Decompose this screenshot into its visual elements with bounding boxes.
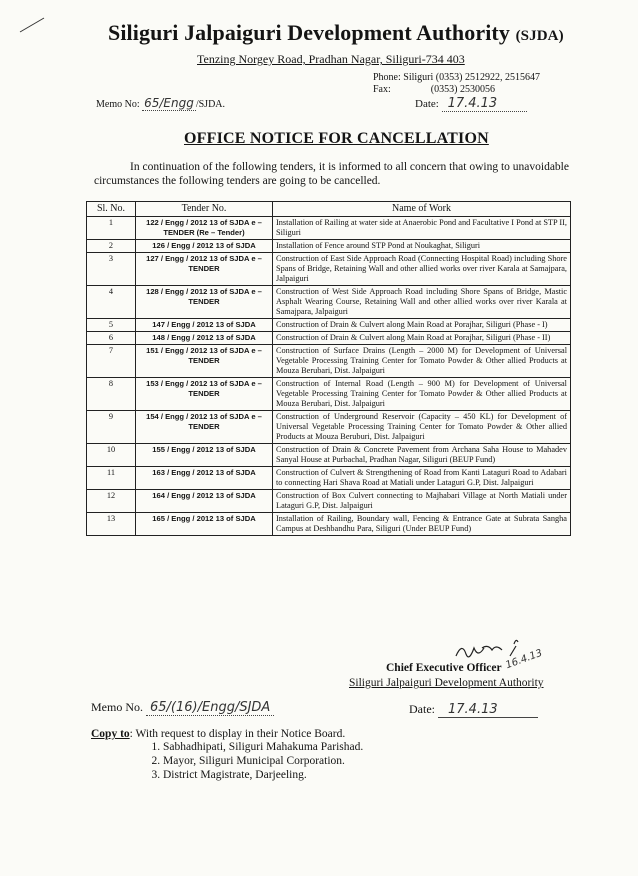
table-row: [87, 467, 571, 490]
cell-sl: 9: [87, 411, 136, 444]
header-tender: Tender No.: [136, 202, 273, 217]
notice-intro: In continuation of the following tenders, it is informed to all concern that owing to unavoidable circumstances the following tenders are going to be cancelled.: [94, 161, 569, 187]
cell-work: Construction of Culvert & Strengthening of Road from Kanti Lataguri Road to Adabari to connecting Hari Shava Road at Matiali under Lataguri G.P, Dist. Jalpaiguri: [273, 467, 571, 490]
table-header-row: [87, 202, 571, 217]
table-row: [87, 253, 571, 286]
cell-work: Installation of Railing at water side at Anaerobic Pond and Facultative I Pond at STP II, Siliguri: [273, 217, 571, 240]
table-row: [87, 240, 571, 253]
org-address: Tenzing Norgey Road, Pradhan Nagar, Siliguri-734 403: [197, 52, 465, 66]
date-label: Date:: [415, 98, 439, 110]
cell-sl: 12: [87, 490, 136, 513]
header-sl: Sl. No.: [87, 202, 136, 217]
date-bottom: [409, 702, 538, 717]
cell-work: Construction of Drain & Culvert along Main Road at Porajhar, Siliguri (Phase - II): [273, 332, 571, 345]
recipient-list: [145, 740, 363, 782]
table-row: [87, 378, 571, 411]
date-handwritten-bottom: 17.4.13: [438, 702, 538, 718]
cell-tender: 164 / Engg / 2012 13 of SJDA: [136, 490, 273, 513]
cell-sl: 8: [87, 378, 136, 411]
table-row: [87, 490, 571, 513]
cell-sl: 10: [87, 444, 136, 467]
date-top: [415, 96, 527, 111]
cell-sl: 7: [87, 345, 136, 378]
list-item: 2. Mayor, Siliguri Municipal Corporation.: [163, 754, 363, 768]
table-row: [87, 411, 571, 444]
cell-sl: 2: [87, 240, 136, 253]
date-label-bottom: Date:: [409, 702, 435, 716]
cell-work: Installation of Fence around STP Pond at Noukaghat, Siliguri: [273, 240, 571, 253]
header-work: Name of Work: [273, 202, 571, 217]
cell-sl: 3: [87, 253, 136, 286]
org-name: Siliguri Jalpaiguri Development Authority: [108, 20, 510, 45]
cell-sl: 11: [87, 467, 136, 490]
cell-tender: 148 / Engg / 2012 13 of SJDA: [136, 332, 273, 345]
copy-to-text: : With request to display in their Notice Board.: [129, 728, 346, 740]
cell-tender: 154 / Engg / 2012 13 of SJDA e – TENDER: [136, 411, 273, 444]
org-title: [108, 20, 564, 46]
memo-number-bottom: [91, 700, 274, 715]
cell-sl: 1: [87, 217, 136, 240]
copy-to-label: Copy to: [91, 728, 130, 740]
cell-tender: 126 / Engg / 2012 13 of SJDA: [136, 240, 273, 253]
cell-work: Construction of Drain & Culvert along Main Road at Porajhar, Siliguri (Phase - I): [273, 319, 571, 332]
memo-suffix: /SJDA.: [195, 99, 226, 110]
copy-to: [91, 728, 345, 740]
memo-label-bottom: Memo No.: [91, 700, 143, 714]
table-row: [87, 286, 571, 319]
signatory-org: Siliguri Jalpaiguri Development Authority: [349, 677, 544, 689]
list-item: 1. Sabhadhipati, Siliguri Mahakuma Parishad.: [163, 740, 363, 754]
cell-tender: 128 / Engg / 2012 13 of SJDA e – TENDER: [136, 286, 273, 319]
cell-work: Construction of East Side Approach Road (Connecting Hospital Road) including Shore Spans of Bridge, Retaining Wall and other allied works over river Karala at Samajpara, Jalpaiguri: [273, 253, 571, 286]
cell-tender: 151 / Engg / 2012 13 of SJDA e – TENDER: [136, 345, 273, 378]
tender-table: [86, 201, 571, 536]
table-row: [87, 513, 571, 536]
cell-work: Construction of Surface Drains (Length – 2000 M) for Development of Universal Vegetable Processing Training Center for Tomato Powder & Other allied Products at Mouza Berubari, Dist. Jalpaiguri: [273, 345, 571, 378]
memo-handwritten-bottom: 65/(16)/Engg/SJDA: [146, 700, 274, 716]
cell-tender: 155 / Engg / 2012 13 of SJDA: [136, 444, 273, 467]
cell-tender: 153 / Engg / 2012 13 of SJDA e – TENDER: [136, 378, 273, 411]
cell-work: Construction of Internal Road (Length – 900 M) for Development of Universal Vegetable Processing Training Center for Tomato Powder & Other allied Products at Mouza Berubari, Dist. Jalpaiguri: [273, 378, 571, 411]
cell-tender: 165 / Engg / 2012 13 of SJDA: [136, 513, 273, 536]
cell-sl: 5: [87, 319, 136, 332]
list-item: 3. District Magistrate, Darjeeling.: [163, 768, 363, 782]
cell-tender: 127 / Engg / 2012 13 of SJDA e – TENDER: [136, 253, 273, 286]
memo-number-top: [96, 96, 225, 110]
signatory-title: Chief Executive Officer: [386, 662, 502, 674]
cell-sl: 13: [87, 513, 136, 536]
table-row: [87, 444, 571, 467]
table-row: [87, 345, 571, 378]
table-row: [87, 332, 571, 345]
pen-mark: [18, 14, 46, 34]
notice-title: OFFICE NOTICE FOR CANCELLATION: [184, 130, 489, 147]
cell-tender: 163 / Engg / 2012 13 of SJDA: [136, 467, 273, 490]
cell-tender: 122 / Engg / 2012 13 of SJDA e – TENDER (Re – Tender): [136, 217, 273, 240]
cell-work: Construction of Drain & Concrete Pavement from Archana Saha House to Mahadev Sanyal House at Purbachal, Pradhan Nagar, Siliguri (BEUP Fund): [273, 444, 571, 467]
cell-tender: 147 / Engg / 2012 13 of SJDA: [136, 319, 273, 332]
memo-label: Memo No:: [96, 99, 140, 110]
phone-line: Phone: Siliguri (0353) 2512922, 2515647: [373, 72, 540, 83]
cell-sl: 6: [87, 332, 136, 345]
table-row: [87, 319, 571, 332]
contact-block: [373, 72, 540, 96]
table-row: [87, 217, 571, 240]
cell-work: Installation of Railing, Boundary wall, Fencing & Entrance Gate at Subrata Sangha Campus at Deshbandhu Para, Siliguri (Under BEUP Fund): [273, 513, 571, 536]
fax-line: Fax: (0353) 2530056: [373, 84, 495, 95]
signature-date: 16.4.13: [504, 647, 544, 672]
cell-work: Construction of Box Culvert connecting to Majhabari Village at North Matiali under Lataguri G.P, Dist. Jalpaiguri: [273, 490, 571, 513]
date-handwritten: 17.4.13: [442, 96, 528, 112]
cell-work: Construction of West Side Approach Road including Shore Spans of Bridge, Mastic Asphalt Wearing Course, Retaining Wall and other allied works over river Karala at Samajpara, Jalpaiguri: [273, 286, 571, 319]
memo-handwritten: 65/Engg: [144, 96, 194, 110]
cell-sl: 4: [87, 286, 136, 319]
org-abbr: (SJDA): [515, 28, 564, 44]
cell-work: Construction of Underground Reservoir (Capacity – 450 KL) for Development of Universal Vegetable Processing Training Center for Tomato Powder & Other allied Products at Mouza Beruburi, Dist. Jalpaiguri: [273, 411, 571, 444]
